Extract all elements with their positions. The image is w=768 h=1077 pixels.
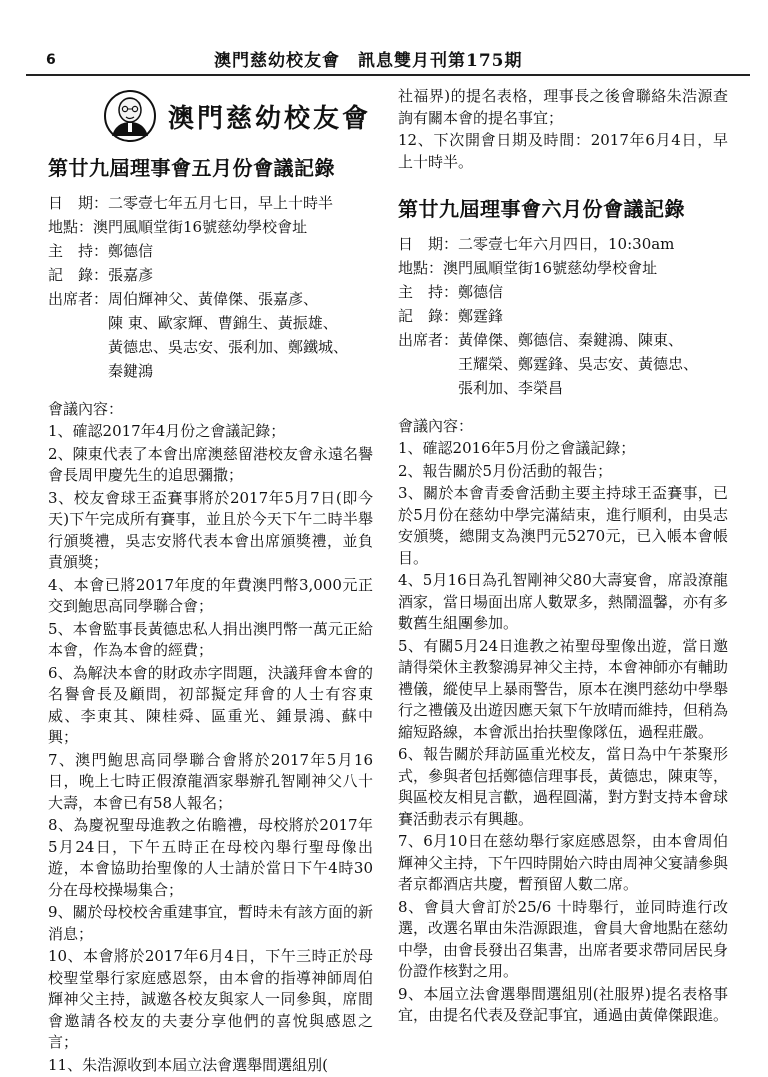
attendees-list xyxy=(108,287,348,383)
june-attendees-row xyxy=(398,328,728,400)
agenda-item: 3、校友會球王盃賽事將於2017年5月7日(即今天)下午完成所有賽事，並且於今天下午二時半舉行頒獎禮，吳志安將代表本會出席頒獎禮，並負責頒獎； xyxy=(48,488,373,571)
attendees-label: 出席者： xyxy=(398,331,459,349)
attendees-label: 出席者： xyxy=(48,290,109,308)
agenda-item: 5、本會監事長黃德忠私人捐出澳門幣一萬元正給本會，作為本會的經費； xyxy=(48,619,373,659)
recorder-label: 記 錄： xyxy=(398,307,459,325)
agenda-item: 2、報告關於5月份活動的報告； xyxy=(398,461,613,480)
agenda-item: 11、朱浩源收到本屆立法會選舉間選組別( xyxy=(48,1055,328,1074)
chair-label: 主 持： xyxy=(48,242,109,260)
may-meeting-info xyxy=(48,191,373,383)
agenda-item: 10、本會將於2017年6月4日，下午三時正於母校聖堂舉行家庭感恩祭，由本會的指導神師周伯輝神父主持，誠邀各校友與家人一同參與，席間會邀請各校友的夫妻分享他們的喜悅與感恩之言； xyxy=(48,947,373,1051)
left-column xyxy=(48,86,373,1077)
recorder-value: 張嘉彥 xyxy=(108,266,154,284)
agenda-item: 社福界)的提名表格，理事長之後會聯絡朱浩源查詢有關本會的提名事宜； xyxy=(398,87,728,127)
may-chair-row xyxy=(48,239,373,263)
chair-value: 鄭德信 xyxy=(458,283,504,301)
agenda-item: 12、下次開會日期及時間：2017年6月4日，早上十時半。 xyxy=(398,131,728,171)
june-place-row xyxy=(398,256,728,280)
june-agenda-items xyxy=(398,438,728,1027)
may-recorder-row xyxy=(48,263,373,287)
place-label: 地點： xyxy=(398,259,444,277)
june-recorder-row xyxy=(398,304,728,328)
place-label: 地點： xyxy=(48,218,94,236)
place-value: 澳門風順堂街16號慈幼學校會址 xyxy=(443,259,658,277)
agenda-item: 9、本屆立法會選舉間選組別(社服界)提名表格事宜，由提名代表及登記事宜，通過由黃偉傑跟進。 xyxy=(398,984,729,1024)
date-label: 日 期： xyxy=(398,235,459,253)
agenda-item: 7、澳門鮑思高同學聯合會將於2017年5月16日，晚上七時正假潦龍酒家舉辦孔智剛神父八十大壽，本會已有58人報名； xyxy=(48,750,373,812)
agenda-item: 6、為解決本會的財政赤字問題，決議拜會本會的名譽會長及顧問，初部擬定拜會的人士有容東威、李東其、陳桂舜、區重光、鍾景鴻、蘇中興； xyxy=(48,663,373,746)
agenda-item: 8、為慶祝聖母進教之佑瞻禮，母校將於2017年5月24日，下午五時正在母校內舉行聖母像出遊，本會協助抬聖像的人士請於當日下午4時30分在母校操場集合； xyxy=(48,816,373,899)
page-header xyxy=(26,44,750,76)
logo-text: 澳門慈幼校友會 xyxy=(168,103,372,134)
agenda-item: 7、6月10日在慈幼舉行家庭感恩祭，由本會周伯輝神父主持，下午四時開始六時由周神父宴請參與者京都酒店共慶，暫預留人數二席。 xyxy=(398,832,729,893)
attendees-line: 王耀榮、鄭霆鋒、吳志安、黃德忠、 xyxy=(458,355,699,373)
may-agenda-continued xyxy=(398,86,728,173)
recorder-label: 記 錄： xyxy=(48,266,109,284)
may-meeting-title: 第廿九屆理事會五月份會議記錄 xyxy=(48,156,335,180)
may-attendees-row xyxy=(48,287,373,383)
may-agenda-items xyxy=(48,421,373,1076)
place-value: 澳門風順堂街16號慈幼學校會址 xyxy=(93,218,308,236)
june-content-label: 會議內容： xyxy=(398,417,474,435)
agenda-item: 4、5月16日為孔智剛神父80大壽宴會，席設潦龍酒家，當日場面出席人數眾多，熱鬧溫馨，亦有多數舊生組團參加。 xyxy=(398,571,729,632)
association-logo xyxy=(104,86,373,146)
may-date-row xyxy=(48,191,373,215)
portrait-logo-icon xyxy=(104,90,156,142)
date-value: 二零壹七年六月四日，10:30am xyxy=(458,235,675,253)
attendees-line: 周伯輝神父、黃偉傑、張嘉彥、 xyxy=(108,290,319,308)
june-date-row xyxy=(398,232,728,256)
agenda-item: 1、確認2017年4月份之會議記錄； xyxy=(48,422,286,440)
attendees-line: 黃德忠、吳志安、張利加、鄭鐵城、 xyxy=(108,338,349,356)
attendees-line: 陳 東、歐家輝、曹錦生、黃振雄、 xyxy=(108,314,338,332)
attendees-line: 秦鍵鴻 xyxy=(108,362,154,380)
date-label: 日 期： xyxy=(48,194,109,212)
page-number: 6 xyxy=(46,52,56,68)
agenda-item: 4、本會已將2017年度的年費澳門幣3,000元正交到鮑思高同學聯合會； xyxy=(48,575,373,615)
agenda-item: 6、報告關於拜訪區重光校友，當日為中午茶聚形式，參與者包括鄭德信理事長，黃德忠，陳東等，與區校友相見言歡，過程圓滿，對方對支持本會球賽活動表示有興趣。 xyxy=(398,745,729,828)
agenda-item: 5、有關5月24日進教之祐聖母聖像出遊，當日邀請得榮休主教黎鴻昇神父主持，本會神師亦有輔助禮儀，縱使早上暴雨警告，原本在澳門慈幼中學舉行之禮儀及出遊因應天氣下午放晴而維持，但稍為縮短路線，本會派出抬扶聖像隊伍，過程莊嚴。 xyxy=(398,636,729,741)
right-column xyxy=(398,86,728,1028)
may-content-label: 會議內容： xyxy=(48,400,124,418)
recorder-value: 鄭霆鋒 xyxy=(458,307,504,325)
agenda-item: 9、關於母校校舍重建事宜，暫時未有該方面的新消息； xyxy=(48,903,373,943)
agenda-item: 1、確認2016年5月份之會議記錄； xyxy=(398,439,636,457)
attendees-list xyxy=(458,328,698,400)
agenda-item: 2、陳東代表了本會出席澳慈留港校友會永遠名譽會長周甲慶先生的追思彌撒； xyxy=(48,444,373,484)
june-meeting-info xyxy=(398,232,728,400)
may-place-row xyxy=(48,215,373,239)
june-chair-row xyxy=(398,280,728,304)
agenda-item: 8、會員大會訂於25/6 十時舉行，並同時進行改選，改選名單由朱浩源跟進，會員大會地點在慈幼中學，由會長發出召集書，出席者要求帶同居民身份證作核對之用。 xyxy=(398,897,729,980)
attendees-line: 張利加、李榮昌 xyxy=(458,379,564,397)
attendees-line: 黃偉傑、鄭德信、秦鍵鴻、陳東、 xyxy=(458,331,684,349)
date-value: 二零壹七年五月七日，早上十時半 xyxy=(108,194,334,212)
agenda-item: 3、關於本會青委會活動主要主持球王盃賽事，已於5月份在慈幼中學完滿結束，進行順利，由吳志安頒獎，總開支為澳門元5270元，已入帳本會帳目。 xyxy=(398,484,728,567)
chair-value: 鄭德信 xyxy=(108,242,154,260)
chair-label: 主 持： xyxy=(398,283,459,301)
june-meeting-title: 第廿九屆理事會六月份會議記錄 xyxy=(398,197,685,221)
header-title: 澳門慈幼校友會 訊息雙月刊第175期 xyxy=(214,51,523,71)
